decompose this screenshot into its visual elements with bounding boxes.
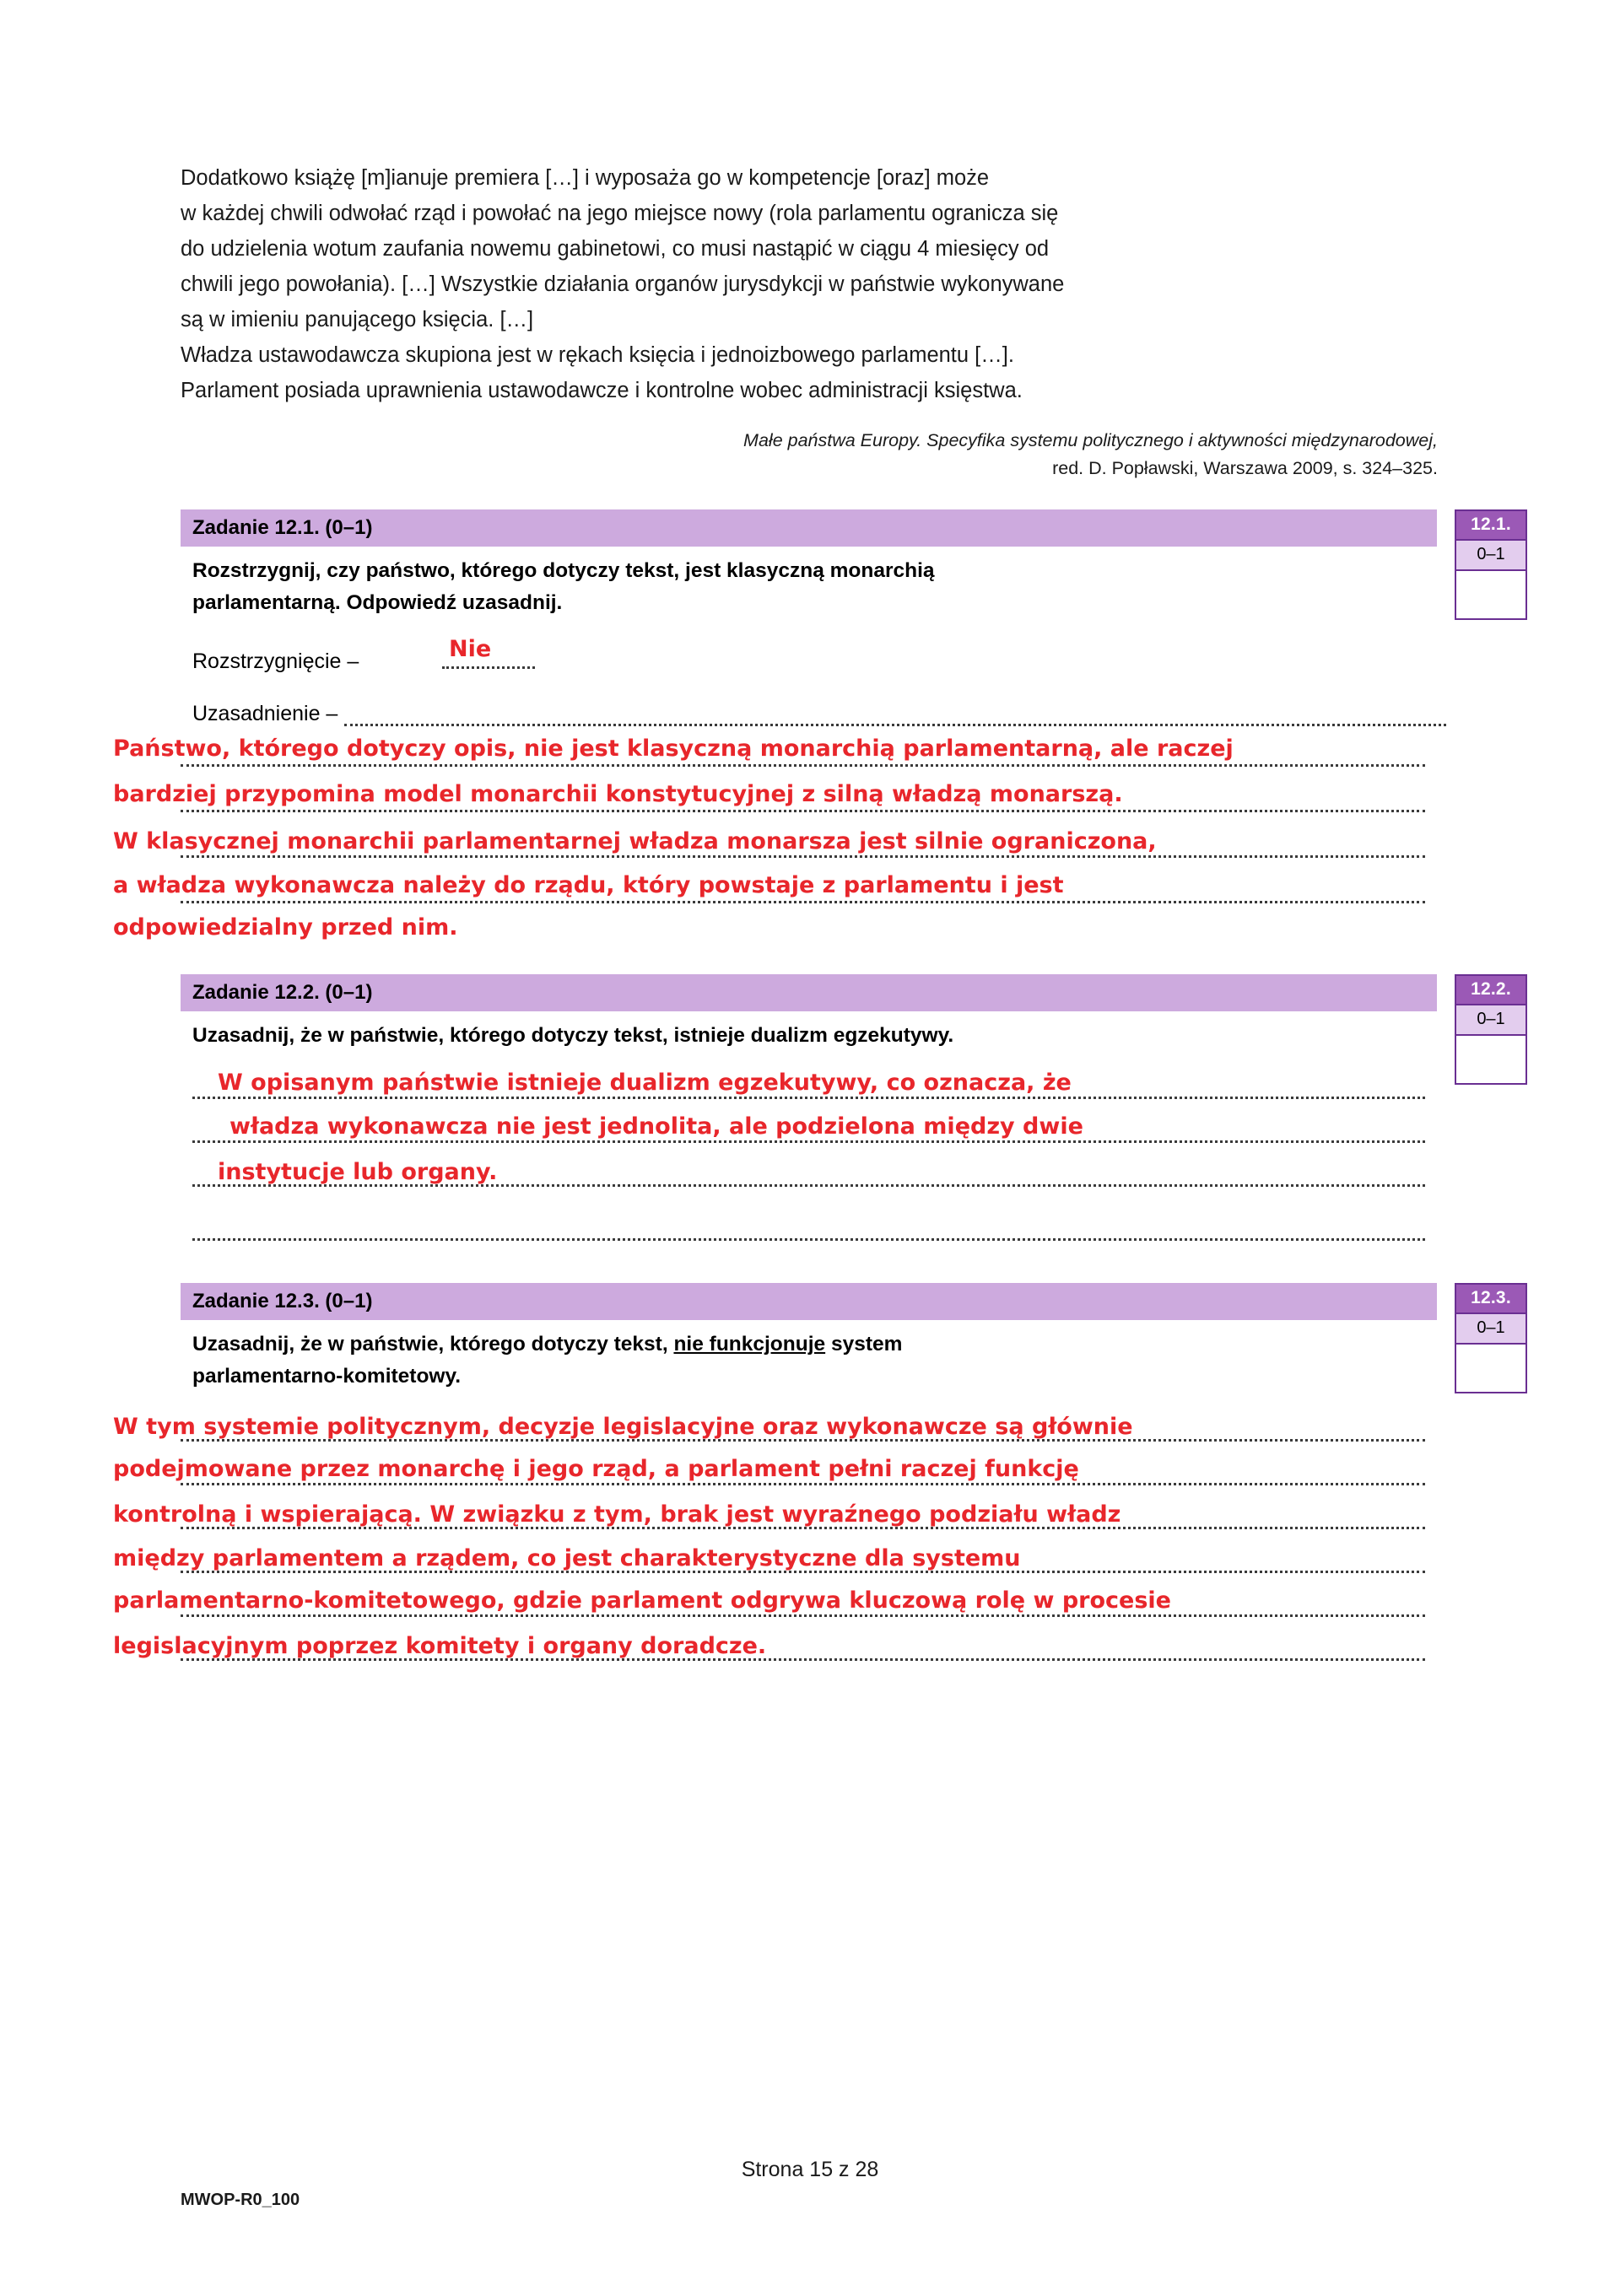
decision-label: Rozstrzygnięcie – [192, 649, 359, 673]
task-12-3-prompt [181, 1329, 1421, 1393]
answer-rule [181, 1614, 1425, 1617]
task-12-1-header: Zadanie 12.1. (0–1) [181, 509, 1437, 547]
answer-text: Państwo, którego dotyczy opis, nie jest klasyczną monarchią parlamentarną, ale raczej [113, 736, 1234, 762]
answer-line[interactable] [113, 1582, 1446, 1625]
answer-text: parlamentarno-komitetowego, gdzie parlament odgrywa kluczową rolę w procesie [113, 1587, 1171, 1614]
answer-rule [192, 1238, 1425, 1241]
attribution-reference: red. D. Popławski, Warszawa 2009, s. 324–325. [1052, 458, 1438, 478]
prompt-text-part-1: Uzasadnij, że w państwie, którego dotyczy tekst, [192, 1333, 674, 1356]
task-12-2-prompt-line: Uzasadnij, że w państwie, którego dotyczy tekst, istnieje dualizm egzekutywy. [192, 1024, 954, 1047]
answer-text: instytucje lub organy. [218, 1159, 498, 1185]
answer-rule [192, 1140, 1425, 1143]
score-box-12-1 [1455, 509, 1527, 620]
answer-line[interactable] [113, 912, 1446, 951]
prompt-text-part-2: system [825, 1333, 903, 1356]
answer-rule [181, 810, 1425, 812]
score-box-range: 0–1 [1456, 1312, 1526, 1345]
source-excerpt [181, 160, 1429, 408]
page-content [113, 160, 1511, 1669]
answer-line[interactable] [113, 1625, 1446, 1669]
answer-text: odpowiedzialny przed nim. [113, 914, 458, 940]
answer-line[interactable] [113, 1406, 1446, 1450]
task-12-1-answer-area[interactable] [113, 730, 1446, 951]
excerpt-line: do udzielenia wotum zaufania nowemu gabinetowi, co musi nastąpić w ciągu 4 miesięcy od [181, 237, 1050, 261]
answer-rule [181, 764, 1425, 767]
answer-line[interactable] [113, 1494, 1446, 1538]
prompt-text-underlined: nie funkcjonuje [673, 1333, 826, 1356]
source-attribution [181, 427, 1438, 482]
justification-answer-row[interactable] [181, 702, 1446, 726]
excerpt-line: Parlament posiada uprawnienia ustawodawcze i kontrolne wobec administracji księstwa. [181, 379, 1023, 402]
answer-text: podejmowane przez monarchę i jego rząd, a parlament pełni raczej funkcję [113, 1456, 1079, 1482]
answer-rule [181, 1483, 1425, 1485]
task-12-3-prompt-line [192, 1329, 1421, 1361]
task-12-3-prompt-line: parlamentarno-komitetowy. [192, 1365, 462, 1388]
task-12-1-prompt-line: parlamentarną. Odpowiedź uzasadnij. [192, 591, 563, 614]
answer-line[interactable] [192, 1108, 1446, 1151]
answer-text: kontrolną i wspierającą. W związku z tym, brak jest wyraźnego podziału władz [113, 1501, 1121, 1528]
decision-dotted-line [442, 666, 535, 669]
answer-line[interactable] [192, 1195, 1446, 1248]
answer-text: W opisanym państwie istnieje dualizm egzekutywy, co oznacza, że [218, 1070, 1072, 1096]
task-12-1 [113, 509, 1511, 951]
score-box-input[interactable] [1456, 1345, 1526, 1392]
task-12-3-header: Zadanie 12.3. (0–1) [181, 1283, 1437, 1320]
justification-dotted-line [344, 705, 1446, 726]
page-number: Strona 15 z 28 [741, 2158, 879, 2181]
answer-line[interactable] [192, 1151, 1446, 1195]
answer-line[interactable] [113, 1538, 1446, 1582]
answer-text: W klasycznej monarchii parlamentarnej władza monarsza jest silnie ograniczona, [113, 828, 1157, 854]
answer-rule [181, 901, 1425, 903]
score-box-input[interactable] [1456, 571, 1526, 618]
excerpt-line: chwili jego powołania). […] Wszystkie działania organów jurysdykcji w państwie wykonywane [181, 272, 1065, 296]
task-12-3-answer-area[interactable] [113, 1406, 1446, 1669]
answer-line[interactable] [113, 866, 1446, 912]
excerpt-line: Władza ustawodawcza skupiona jest w rękach księcia i jednoizbowego parlamentu […]. [181, 343, 1014, 367]
task-12-1-prompt [181, 555, 1421, 619]
answer-rule [181, 855, 1425, 858]
score-box-number: 12.3. [1456, 1285, 1526, 1312]
answer-line[interactable] [113, 821, 1446, 866]
answer-text: władza wykonawcza nie jest jednolita, ale podzielona między dwie [230, 1113, 1083, 1140]
answer-text: a władza wykonawcza należy do rządu, który powstaje z parlamentu i jest [113, 872, 1064, 898]
score-box-range: 0–1 [1456, 539, 1526, 571]
task-12-2-answer-area[interactable] [181, 1064, 1446, 1248]
excerpt-line: w każdej chwili odwołać rząd i powołać na jego miejsce nowy (rola parlamentu ogranicza się [181, 202, 1059, 225]
task-12-2-prompt [181, 1020, 1421, 1052]
decision-answer-row[interactable] [181, 638, 1446, 693]
score-box-range: 0–1 [1456, 1004, 1526, 1036]
score-box-12-3 [1455, 1283, 1527, 1393]
score-box-input[interactable] [1456, 1036, 1526, 1083]
answer-line[interactable] [113, 775, 1446, 821]
sheet-code: MWOP-R0_100 [181, 2191, 300, 2209]
excerpt-line: Dodatkowo książę [m]ianuje premiera […] i wyposaża go w kompetencje [oraz] może [181, 166, 990, 190]
answer-line[interactable] [113, 1450, 1446, 1494]
answer-text: W tym systemie politycznym, decyzje legislacyjne oraz wykonawcze są głównie [113, 1414, 1133, 1440]
task-12-2 [181, 974, 1511, 1248]
answer-text: bardziej przypomina model monarchii konstytucyjnej z silną władzą monarszą. [113, 781, 1123, 807]
attribution-title: Małe państwa Europy. Specyfika systemu politycznego i aktywności międzynarodowej, [743, 430, 1438, 450]
answer-rule [192, 1097, 1425, 1099]
score-box-12-2 [1455, 974, 1527, 1085]
answer-text: między parlamentem a rządem, co jest charakterystyczne dla systemu [113, 1545, 1021, 1571]
answer-line[interactable] [113, 730, 1446, 775]
score-box-number: 12.2. [1456, 976, 1526, 1004]
justification-label: Uzasadnienie – [192, 702, 338, 725]
decision-handwritten-answer: Nie [449, 636, 492, 662]
excerpt-line: są w imieniu panującego księcia. […] [181, 308, 534, 331]
task-12-1-prompt-line: Rozstrzygnij, czy państwo, którego dotyczy tekst, jest klasyczną monarchią [192, 559, 935, 582]
answer-text: legislacyjnym poprzez komitety i organy doradcze. [113, 1633, 767, 1659]
answer-line[interactable] [192, 1064, 1446, 1108]
task-12-3 [113, 1283, 1511, 1669]
score-box-number: 12.1. [1456, 511, 1526, 539]
task-12-2-header: Zadanie 12.2. (0–1) [181, 974, 1437, 1011]
